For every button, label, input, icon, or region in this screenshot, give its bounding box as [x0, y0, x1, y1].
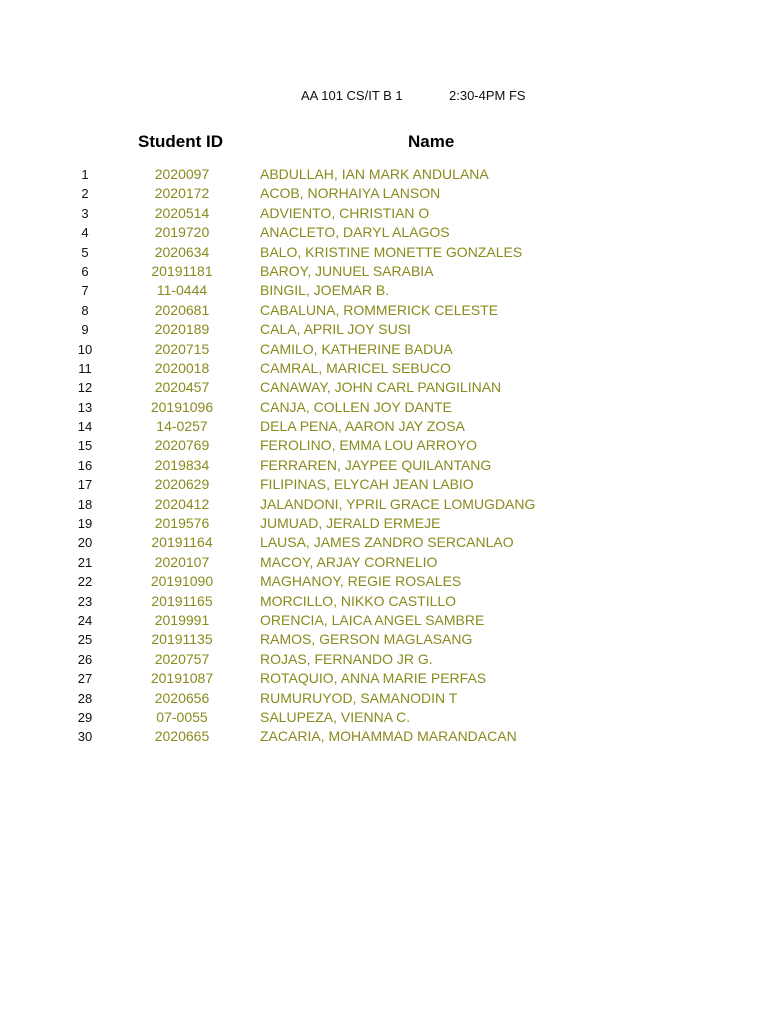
table-row — [0, 456, 768, 475]
table-row — [0, 301, 768, 320]
student-id: 20191164 — [151, 534, 213, 551]
student-name: ANACLETO, DARYL ALAGOS — [260, 224, 450, 241]
table-row — [0, 727, 768, 746]
student-id: 20191096 — [150, 398, 214, 415]
row-number: 19 — [77, 516, 93, 532]
row-number: 8 — [81, 302, 89, 318]
student-id: 2019720 — [154, 224, 210, 241]
student-name: JUMUAD, JERALD ERMEJE — [260, 515, 441, 532]
row-number: 6 — [81, 263, 89, 279]
student-name: CANJA, COLLEN JOY DANTE — [260, 398, 452, 415]
table-row — [0, 378, 768, 397]
column-header-name: Name — [408, 132, 455, 151]
student-id: 2020107 — [154, 553, 210, 570]
class-header — [0, 88, 768, 104]
table-row — [0, 572, 768, 591]
student-id: 2020715 — [154, 340, 210, 357]
student-name: RUMURUYOD, SAMANODIN T — [260, 689, 458, 706]
row-number: 10 — [77, 341, 93, 357]
student-name: CAMILO, KATHERINE BADUA — [260, 340, 453, 357]
student-name: CABALUNA, ROMMERICK CELESTE — [260, 301, 499, 318]
student-id: 20191090 — [150, 573, 214, 590]
row-number: 15 — [77, 438, 93, 454]
student-id: 2020172 — [154, 185, 210, 202]
row-number: 17 — [77, 477, 93, 493]
student-id: 14-0257 — [156, 418, 208, 435]
student-id: 2020189 — [154, 321, 210, 338]
row-number: 24 — [77, 612, 93, 628]
table-row — [0, 708, 768, 727]
student-id: 11-0444 — [156, 282, 208, 299]
student-name: FERRAREN, JAYPEE QUILANTANG — [260, 456, 492, 473]
table-row — [0, 417, 768, 436]
table-row — [0, 359, 768, 378]
student-id: 2020656 — [154, 689, 210, 706]
row-number: 23 — [77, 593, 93, 609]
student-name: DELA PENA, AARON JAY ZOSA — [260, 418, 465, 435]
table-row — [0, 650, 768, 669]
row-number: 25 — [77, 632, 93, 648]
row-number: 1 — [81, 167, 89, 182]
student-name: ROJAS, FERNANDO JR G. — [260, 650, 433, 667]
student-id: 2019576 — [154, 515, 210, 532]
student-id: 2020018 — [154, 359, 210, 376]
row-number: 29 — [77, 709, 93, 725]
row-number: 16 — [77, 457, 93, 473]
row-number: 18 — [77, 496, 93, 512]
student-name: JALANDONI, YPRIL GRACE LOMUGDANG — [260, 495, 536, 512]
row-number: 7 — [81, 283, 89, 299]
student-name: CALA, APRIL JOY SUSI — [260, 321, 411, 338]
row-number: 9 — [81, 322, 89, 338]
schedule-label: 2:30-4PM FS — [449, 88, 526, 103]
table-row — [0, 340, 768, 359]
table-row — [0, 553, 768, 572]
row-number: 5 — [81, 244, 89, 260]
student-id: 2020629 — [154, 476, 210, 493]
student-name: CANAWAY, JOHN CARL PANGILINAN — [260, 379, 502, 396]
student-id: 20191181 — [151, 262, 213, 279]
student-name: ABDULLAH, IAN MARK ANDULANA — [260, 166, 489, 182]
course-label: AA 101 CS/IT B 1 — [301, 88, 403, 103]
student-id: 2020457 — [154, 379, 210, 396]
student-name: ORENCIA, LAICA ANGEL SAMBRE — [260, 611, 485, 628]
student-name: MACOY, ARJAY CORNELIO — [260, 553, 438, 570]
student-name: BINGIL, JOEMAR B. — [260, 282, 390, 299]
student-id: 2020097 — [154, 166, 210, 182]
row-number: 14 — [77, 419, 93, 435]
student-id: 2020634 — [154, 243, 210, 260]
student-id: 20191087 — [150, 670, 214, 687]
table-row — [0, 223, 768, 242]
student-name: FEROLINO, EMMA LOU ARROYO — [260, 437, 478, 454]
row-number: 13 — [77, 399, 93, 415]
table-row — [0, 262, 768, 281]
table-row — [0, 592, 768, 611]
student-list — [0, 165, 768, 747]
row-number: 27 — [77, 671, 93, 687]
table-row — [0, 495, 768, 514]
row-number: 26 — [77, 651, 93, 667]
row-number: 28 — [77, 690, 93, 706]
row-number: 3 — [81, 205, 89, 221]
student-id: 20191165 — [151, 592, 213, 609]
table-row — [0, 204, 768, 223]
table-row — [0, 669, 768, 688]
table-row — [0, 436, 768, 455]
table-row — [0, 475, 768, 494]
table-row — [0, 611, 768, 630]
row-number: 12 — [77, 380, 93, 396]
row-number: 21 — [77, 554, 93, 570]
student-id: 20191135 — [151, 631, 213, 648]
student-name: SALUPEZA, VIENNA C. — [260, 708, 411, 725]
student-name: ZACARIA, MOHAMMAD MARANDACAN — [260, 728, 517, 745]
row-number: 30 — [77, 729, 93, 745]
row-number: 11 — [78, 360, 92, 376]
student-name: RAMOS, GERSON MAGLASANG — [260, 631, 473, 648]
student-id: 2019834 — [154, 456, 210, 473]
student-id: 2020412 — [154, 495, 210, 512]
student-id: 2020514 — [154, 204, 210, 221]
student-id: 2019991 — [154, 611, 210, 628]
table-row — [0, 184, 768, 203]
student-name: LAUSA, JAMES ZANDRO SERCANLAO — [260, 534, 514, 551]
student-name: ROTAQUIO, ANNA MARIE PERFAS — [260, 670, 487, 687]
table-row — [0, 398, 768, 417]
table-row — [0, 533, 768, 552]
table-row — [0, 320, 768, 339]
row-number: 22 — [77, 574, 93, 590]
table-row — [0, 281, 768, 300]
student-name: FILIPINAS, ELYCAH JEAN LABIO — [260, 476, 474, 493]
column-header-student-id: Student ID — [138, 132, 223, 151]
student-name: MAGHANOY, REGIE ROSALES — [260, 573, 462, 590]
student-id: 2020757 — [154, 650, 210, 667]
table-row — [0, 165, 768, 184]
student-name: BALO, KRISTINE MONETTE GONZALES — [260, 243, 523, 260]
student-id: 2020769 — [154, 437, 210, 454]
table-row — [0, 514, 768, 533]
student-id: 07-0055 — [156, 708, 208, 725]
student-name: ADVIENTO, CHRISTIAN O — [260, 204, 430, 221]
row-number: 2 — [81, 186, 89, 202]
student-name: CAMRAL, MARICEL SEBUCO — [260, 359, 451, 376]
student-name: BAROY, JUNUEL SARABIA — [260, 262, 434, 279]
table-row — [0, 630, 768, 649]
table-row — [0, 243, 768, 262]
row-number: 4 — [81, 225, 89, 241]
student-name: ACOB, NORHAIYA LANSON — [260, 185, 441, 202]
student-name: MORCILLO, NIKKO CASTILLO — [260, 592, 457, 609]
row-number: 20 — [77, 535, 93, 551]
student-id: 2020665 — [154, 728, 210, 745]
student-id: 2020681 — [154, 301, 210, 318]
table-row — [0, 689, 768, 708]
